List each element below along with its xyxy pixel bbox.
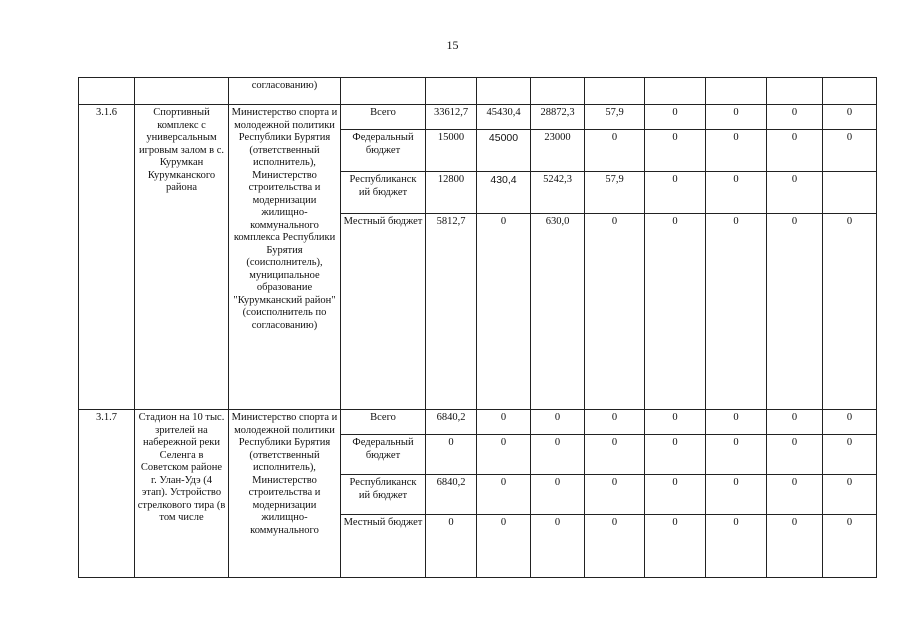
value-cell: 0 bbox=[645, 475, 706, 515]
table-row-continuation bbox=[79, 78, 877, 105]
value-cell: 430,4 bbox=[477, 172, 531, 214]
value-cell: 5812,7 bbox=[426, 214, 477, 410]
table-cell bbox=[477, 78, 531, 105]
item-code: 3.1.6 bbox=[79, 105, 135, 410]
value-cell: 0 bbox=[767, 475, 823, 515]
source-label: Республиканск ий бюджет bbox=[341, 172, 426, 214]
value-cell: 0 bbox=[477, 410, 531, 435]
table-cell bbox=[706, 78, 767, 105]
item-executor: Министерство спорта и молодежной политики Республики Бурятия (ответственный исполнитель), Министерство строительства и модернизации жилищно-коммунального bbox=[229, 410, 341, 578]
value-cell: 0 bbox=[767, 172, 823, 214]
value-cell: 0 bbox=[767, 515, 823, 578]
value-cell: 15000 bbox=[426, 130, 477, 172]
value-cell: 0 bbox=[645, 172, 706, 214]
value-cell: 28872,3 bbox=[531, 105, 585, 130]
table-cell bbox=[645, 78, 706, 105]
value-cell: 45000 bbox=[477, 130, 531, 172]
value-cell: 23000 bbox=[531, 130, 585, 172]
source-label: Всего bbox=[341, 105, 426, 130]
source-label: Местный бюджет bbox=[341, 214, 426, 410]
table-cell bbox=[767, 78, 823, 105]
source-label: Республиканск ий бюджет bbox=[341, 475, 426, 515]
value-cell: 0 bbox=[706, 475, 767, 515]
table-cell bbox=[585, 78, 645, 105]
item-name: Спортивный комплекс с универсальным игровым залом в с. Курумкан Курумканского района bbox=[135, 105, 229, 410]
value-cell: 0 bbox=[706, 435, 767, 475]
value-cell: 0 bbox=[706, 410, 767, 435]
value-cell: 0 bbox=[767, 214, 823, 410]
table-cell bbox=[823, 78, 877, 105]
value-cell: 0 bbox=[823, 130, 877, 172]
value-cell: 0 bbox=[645, 435, 706, 475]
source-label: Федеральный бюджет bbox=[341, 435, 426, 475]
value-cell: 0 bbox=[645, 410, 706, 435]
value-cell: 0 bbox=[585, 130, 645, 172]
value-cell: 0 bbox=[823, 515, 877, 578]
value-cell: 0 bbox=[585, 435, 645, 475]
value-cell: 0 bbox=[531, 435, 585, 475]
value-cell: 0 bbox=[767, 130, 823, 172]
item-name: Стадион на 10 тыс. зрителей на набережной реки Селенга в Советском районе г. Улан-Удэ (4 этап). Устройство стрелкового тира (в том числе bbox=[135, 410, 229, 578]
value-cell: 0 bbox=[645, 105, 706, 130]
value-cell: 0 bbox=[706, 130, 767, 172]
value-cell: 0 bbox=[585, 515, 645, 578]
value-cell: 5242,3 bbox=[531, 172, 585, 214]
value-cell: 0 bbox=[706, 515, 767, 578]
value-cell: 45430,4 bbox=[477, 105, 531, 130]
value-cell: 0 bbox=[767, 435, 823, 475]
value-cell: 6840,2 bbox=[426, 475, 477, 515]
value-cell: 0 bbox=[823, 435, 877, 475]
value-cell: 0 bbox=[645, 214, 706, 410]
value-cell: 0 bbox=[767, 410, 823, 435]
value-cell: 0 bbox=[823, 410, 877, 435]
value-cell: 12800 bbox=[426, 172, 477, 214]
value-cell: 0 bbox=[706, 172, 767, 214]
value-cell: 0 bbox=[477, 475, 531, 515]
value-cell: 0 bbox=[645, 515, 706, 578]
value-cell: 0 bbox=[477, 435, 531, 475]
value-cell: 0 bbox=[426, 515, 477, 578]
item-executor: Министерство спорта и молодежной политики Республики Бурятия (ответственный исполнитель), Министерство строительства и модернизации жилищно-коммунального комплекса Республики Бурятия (соисполнитель), муниципальное образование "Курумканский район" (соисполнитель по согласованию) bbox=[229, 105, 341, 410]
table-cell bbox=[341, 78, 426, 105]
value-cell: 57,9 bbox=[585, 105, 645, 130]
table-cell bbox=[531, 78, 585, 105]
value-cell: 0 bbox=[706, 105, 767, 130]
value-cell bbox=[823, 172, 877, 214]
value-cell: 0 bbox=[531, 410, 585, 435]
value-cell: 0 bbox=[823, 105, 877, 130]
continuation-text: согласованию) bbox=[229, 78, 341, 105]
budget-table bbox=[78, 77, 877, 578]
value-cell: 0 bbox=[477, 515, 531, 578]
value-cell: 0 bbox=[585, 214, 645, 410]
page-number: 15 bbox=[446, 38, 459, 52]
value-cell: 0 bbox=[645, 130, 706, 172]
table-cell bbox=[135, 78, 229, 105]
table-row bbox=[79, 105, 877, 130]
table-cell bbox=[426, 78, 477, 105]
value-cell: 0 bbox=[585, 410, 645, 435]
value-cell: 57,9 bbox=[585, 172, 645, 214]
source-label: Всего bbox=[341, 410, 426, 435]
item-code: 3.1.7 bbox=[79, 410, 135, 578]
table-row bbox=[79, 410, 877, 435]
value-cell: 0 bbox=[706, 214, 767, 410]
value-cell: 630,0 bbox=[531, 214, 585, 410]
table-cell bbox=[79, 78, 135, 105]
value-cell: 0 bbox=[426, 435, 477, 475]
value-cell: 6840,2 bbox=[426, 410, 477, 435]
value-cell: 0 bbox=[823, 475, 877, 515]
value-cell: 0 bbox=[585, 475, 645, 515]
value-cell: 0 bbox=[823, 214, 877, 410]
source-label: Местный бюджет bbox=[341, 515, 426, 578]
value-cell: 33612,7 bbox=[426, 105, 477, 130]
value-cell: 0 bbox=[531, 475, 585, 515]
value-cell: 0 bbox=[767, 105, 823, 130]
source-label: Федеральный бюджет bbox=[341, 130, 426, 172]
value-cell: 0 bbox=[531, 515, 585, 578]
value-cell: 0 bbox=[477, 214, 531, 410]
